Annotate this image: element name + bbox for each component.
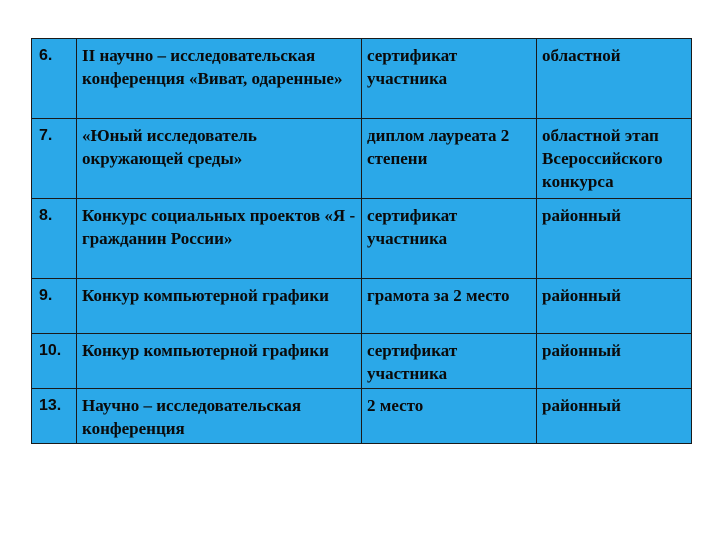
event-name: Конкурс социальных проектов «Я - гражданин России» [77, 199, 362, 279]
result: сертификат участника [362, 334, 537, 389]
result: грамота за 2 место [362, 279, 537, 334]
result: сертификат участника [362, 39, 537, 119]
level: областной этап Всероссийского конкурса [537, 119, 692, 199]
row-number: 7. [32, 119, 77, 199]
table-row [32, 199, 692, 279]
row-number: 6. [32, 39, 77, 119]
level: районный [537, 389, 692, 444]
row-number: 10. [32, 334, 77, 389]
table-row [32, 279, 692, 334]
event-name: Конкур компьютерной графики [77, 279, 362, 334]
awards-table [31, 38, 692, 444]
level: областной [537, 39, 692, 119]
row-number: 13. [32, 389, 77, 444]
event-name: Конкур компьютерной графики [77, 334, 362, 389]
table-row [32, 389, 692, 444]
event-name: II научно – исследовательская конференция «Виват, одаренные» [77, 39, 362, 119]
result: сертификат участника [362, 199, 537, 279]
row-number: 9. [32, 279, 77, 334]
table-row [32, 119, 692, 199]
result: 2 место [362, 389, 537, 444]
result: диплом лауреата 2 степени [362, 119, 537, 199]
table-row [32, 334, 692, 389]
event-name: «Юный исследователь окружающей среды» [77, 119, 362, 199]
event-name: Научно – исследовательская конференция [77, 389, 362, 444]
level: районный [537, 199, 692, 279]
level: районный [537, 334, 692, 389]
table-row [32, 39, 692, 119]
level: районный [537, 279, 692, 334]
row-number: 8. [32, 199, 77, 279]
